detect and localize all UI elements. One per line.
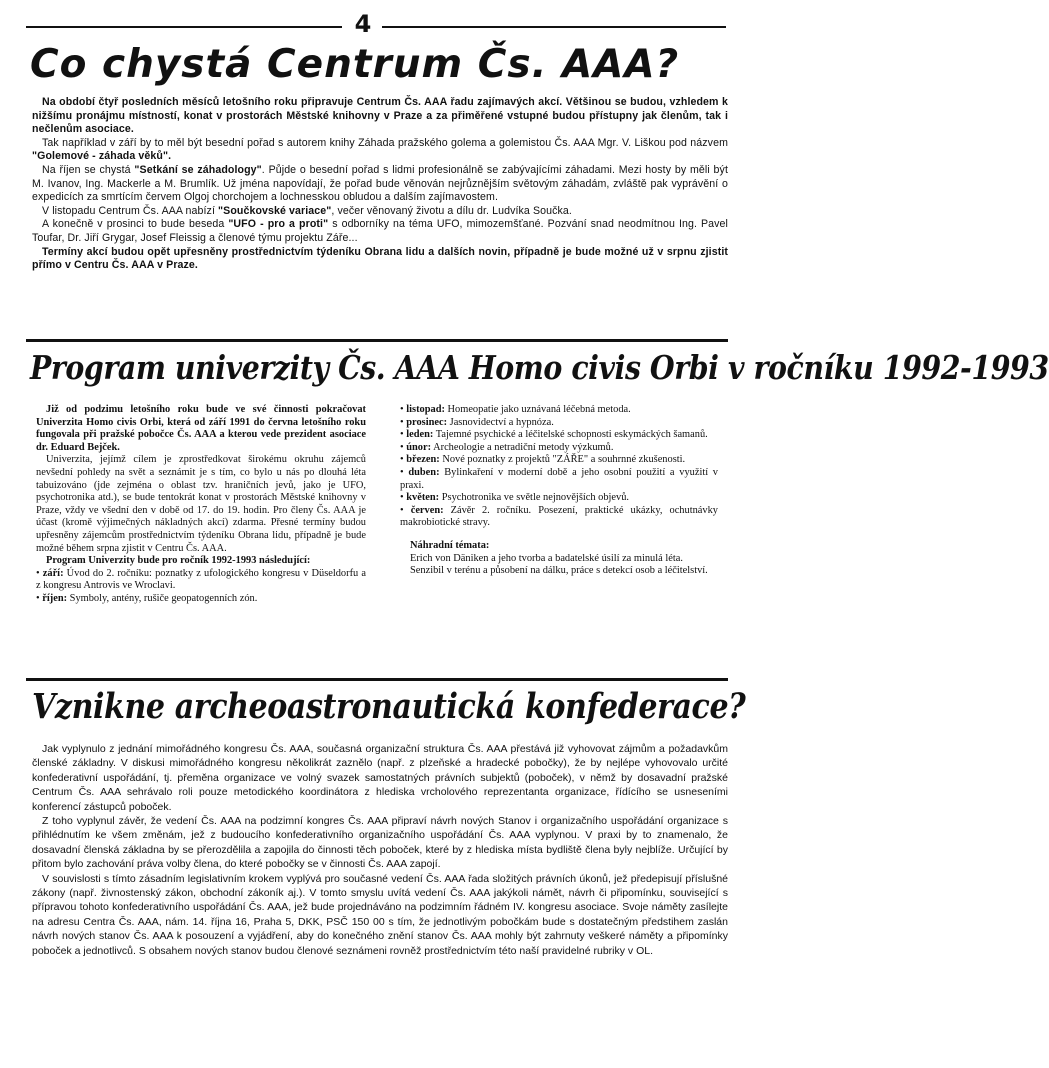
program-text: Úvod do 2. ročníku: poznatky z ufologického kongresu v Düseldorfu a z kongresu Antrovis ve Wroclavi.	[36, 567, 366, 592]
program-text: Symboly, antény, rušiče geopatogenních zón.	[67, 592, 258, 604]
program-text: Archeologie a netradiční metody výzkumů.	[431, 441, 614, 453]
program-item: • září: Úvod do 2. ročníku: poznatky z ufologického kongresu v Düseldorfu a z kongresu Antrovis ve Wroclavi.	[36, 567, 366, 592]
article2-title: Program univerzity Čs. AAA Homo civis Orbi v ročníku 1992-1993	[30, 348, 1049, 387]
article1-paragraph-1	[32, 137, 728, 164]
program-item: • leden: Tajemné psychické a léčitelské schopnosti eskymáckých šamanů.	[400, 429, 708, 441]
program-item: • listopad: Homeopatie jako uznávaná léčebná metoda.	[400, 404, 631, 415]
article2-left-column	[36, 404, 366, 606]
article2-paragraph: Univerzita, jejímž cílem je zprostředkovat širokému okruhu zájemců nevšední pohledy na svět a seznámit je s tím, co bylo u nás po dlouhá léta tabuizováno (jde zejména o oblast tzv. hraničních jevů, jako je UFO, psychotronika atd.), se bude tentokrát konat v prostorách Městské knihovny v Praze, vždy ve všední den v době od 17. do 19. hodin. Pro členy Čs. AAA je účast (kromě výjimečných nákladných akcí) zdarma. Přesné termíny budou upřesněny zájemcům prostřednictvím týdeníku Obrana lidu, případně je bude možné během srpna zjistit v Centru Čs. AAA.	[36, 454, 366, 554]
program-text: Nové poznatky z projektů "ZÁŘE" a souhrnné zkušenosti.	[439, 454, 686, 466]
program-text: Jasnovidectví a hypnóza.	[447, 416, 554, 428]
section-divider	[26, 339, 728, 342]
program-item: • červen: Závěr 2. ročníku. Posezení, praktické ukázky, ochutnávky makrobiotické stravy.	[400, 504, 718, 529]
reserve-topic: Senzibil v terénu a působení na dálku, práce s detekcí osob a léčitelství.	[410, 565, 708, 577]
program-item: • květen: Psychotronika ve světle nejnovějších objevů.	[400, 492, 630, 504]
text: A konečně v prosinci to bude beseda	[42, 218, 229, 231]
text: V listopadu Centrum Čs. AAA nabízí	[42, 204, 219, 217]
article3-paragraph-3: V souvislosti s tímto zásadním legislativním krokem vyplývá pro současné vedení Čs. AAA řada složitých právních úkonů, jež předepisují příslušné zákony (např. živnostenský zákon, obchodní zákoník aj.). V tomto smyslu uvítá vedení Čs. AAA jakýkoli námět, návrh či připomínku, související s přípravou tohoto konfederativního uspořádání Čs. AAA, jež bude projednáváno na podzimním řádném IV. kongresu asociace. Svoje náměty zasílejte na adresu Centra Čs. AAA, nám. 14. října 16, Praha 5, DKK, PSČ 150 00 s tím, že jednotlivým pobočkám bude s dostatečným předstihem zaslán návrh nových stanov Čs. AAA k posouzení a vyjádření, aby do konečného znění stanov Čs. AAA mohly být zahrnuty veškeré náměty a připomínky poboček a jednotlivců. S obsahem nových stanov budou členové seznámeni rovněž prostřednictvím této naší pravidelné rubriky v OL.	[32, 872, 728, 957]
article3-body	[32, 742, 728, 958]
section-divider	[26, 678, 728, 681]
program-month: červen:	[410, 504, 444, 516]
reserve-heading: Náhradní témata:	[410, 539, 490, 551]
program-text: Psychotronika ve světle nejnovějších objevů.	[439, 492, 630, 504]
page-number-rule	[26, 10, 726, 40]
program-text: Závěr 2. ročníku. Posezení, praktické ukázky, ochutnávky makrobiotické stravy.	[400, 504, 718, 529]
text: , večer věnovaný životu a dílu dr. Ludvíka Součka.	[331, 204, 572, 217]
article3-paragraph-2: Z toho vyplynul závěr, že vedení Čs. AAA na podzimní kongres Čs. AAA připraví návrh nových Stanov i organizačního uspořádání organizace s přihlédnutím ke všem změnám, jež z budoucího konfederativního organizačního uspořádání Čs. AAA vyplynou. V praxi by to znamenalo, že dosavadní členská základna by se přerozdělila a zapojila do činnosti těch poboček, které by z hlediska místa bydliště člena byly nejblíže. Určující by přitom bylo zachování práva volby člena, do které pobočky se v činnosti Čs. AAA zapojí.	[32, 815, 728, 871]
program-month: květen:	[406, 492, 440, 504]
article2-intro: Již od podzimu letošního roku bude ve své činnosti pokračovat Univerzita Homo civis Orbi, která od září 1991 do června letošního roku fungovala při pražské pobočce Čs. AAA a kterou vede prezident asociace dr. Eduard Bejček.	[36, 404, 366, 453]
program-item: • duben: Bylinkaření v moderní době a jeho osobní použití a využití v praxi.	[400, 466, 718, 491]
text: . Půjde o besední pořad s lidmi profesionálně se zabývajícími záhadami. Mezi hosty by měli být M. Ivanov, Ing. Mackerle a M. Brumlík. Už jména napovídají, že pořad bude věnován nejrůznějším světovým záhadám, zvláště pak vyprávění o expedicích za smrtícím červem Olgoj chorchojem a lochnesskou obludou a dalším zajímavostem.	[32, 163, 728, 204]
program-month: leden:	[406, 429, 434, 441]
program-text: Homeopatie jako uznávaná léčebná metoda.	[444, 404, 631, 415]
article3-title: Vznikne archeoastronautická konfederace?	[32, 686, 746, 727]
reserve-topic: Erich von Däniken a jeho tvorba a badatelské úsilí za minulá léta.	[410, 552, 683, 564]
page-number: 4	[354, 10, 372, 38]
rule-left	[26, 26, 342, 28]
article1-paragraph-4	[32, 218, 728, 245]
text: Na říjen se chystá	[42, 163, 135, 176]
event-title: "UFO - pro a proti"	[228, 218, 329, 231]
event-title: "Setkání se záhadology"	[134, 163, 262, 176]
program-item: • prosinec: Jasnovidectví a hypnóza.	[400, 416, 554, 428]
program-item: • únor: Archeologie a netradiční metody výzkumů.	[400, 441, 614, 453]
program-heading: Program Univerzity bude pro ročník 1992-1993 následující:	[46, 555, 311, 567]
event-title: "Golemové - záhada věků".	[32, 150, 172, 163]
program-item: • březen: Nové poznatky z projektů "ZÁŘE" a souhrnné zkušenosti.	[400, 454, 686, 466]
program-month: říjen:	[42, 592, 68, 604]
text: Tak například v září by to měl být besední pořad s autorem knihy Záhada pražského golema a golemistou Čs. AAA Mgr. V. Liškou pod názvem	[42, 136, 728, 149]
article1-title: Co chystá Centrum Čs. AAA?	[30, 42, 680, 87]
spacer	[400, 530, 718, 540]
article1-body	[32, 96, 728, 273]
program-text: Tajemné psychické a léčitelské schopnosti eskymáckých šamanů.	[433, 429, 708, 441]
program-month: únor:	[406, 441, 432, 453]
rule-right	[382, 26, 726, 28]
program-month: březen:	[406, 454, 440, 466]
article2-right-column	[400, 404, 718, 578]
program-month: listopad:	[406, 404, 445, 415]
text: s odborníky na téma UFO, mimozemšťané. Pozvání snad neodmítnou Ing. Pavel Toufar, Dr. Jiří Grygar, Josef Fleissig a členové týmu projektu Záře...	[32, 218, 728, 244]
program-text: Bylinkaření v moderní době a jeho osobní použití a využití v praxi.	[400, 466, 718, 491]
article1-paragraph-2	[32, 164, 728, 205]
program-month: září:	[42, 567, 64, 579]
program-month: prosinec:	[406, 416, 448, 428]
event-title: "Součkovské variace"	[218, 204, 332, 217]
program-month: duben:	[408, 466, 440, 478]
program-item: • říjen: Symboly, antény, rušiče geopatogenních zón.	[36, 592, 258, 604]
article1-intro: Na období čtyř posledních měsíců letošního roku připravuje Centrum Čs. AAA řadu zajímavých akcí. Většinou se budou, vzhledem k nižšímu pronájmu místností, konat v prostorách Městské knihovny v Praze a za přiměřené vstupné budou přístupny jak členům, tak i nečlenům asociace.	[32, 96, 728, 136]
article1-paragraph-3	[32, 205, 728, 219]
article3-paragraph-1: Jak vyplynulo z jednání mimořádného kongresu Čs. AAA, současná organizační struktura Čs. AAA přestává již vyhovovat zájmům a požadavkům členské základny. V diskusi mimořádného kongresu několikrát zaznělo (např. z plzeňské a hradecké pobočky), že by nejlépe vyhovovalo určité konfederativní uspořádání, tj. přeměna organizace ve volný svazek samostatných právních subjektů (poboček), v němž by dosavadní pražské Centrum Čs. AAA sehrávalo roli pouze metodického koordinátora z hlediska vrcholového reprezentanta organizace, řídícího se usneseními konferencí zástupců poboček.	[32, 743, 728, 813]
article1-paragraph-5: Termíny akcí budou opět upřesněny prostřednictvím týdeníku Obrana lidu a dalších novin, případně je bude možné už v srpnu zjistit přímo v Centru Čs. AAA v Praze.	[32, 245, 728, 272]
